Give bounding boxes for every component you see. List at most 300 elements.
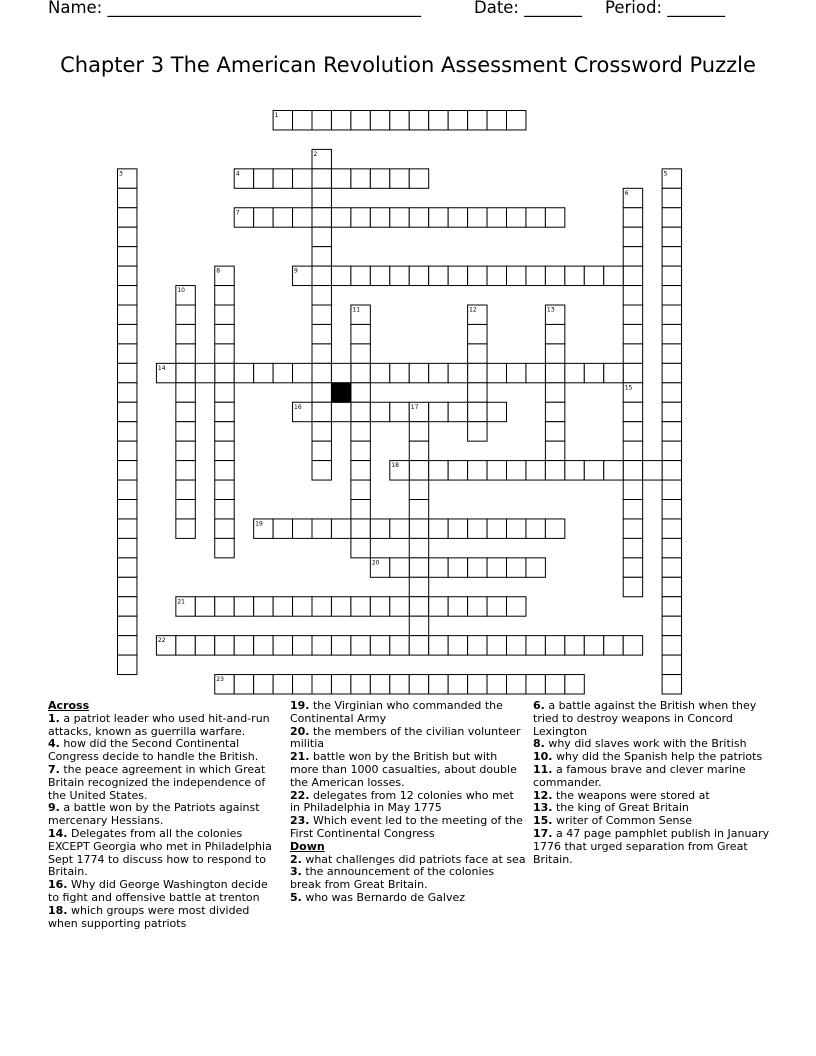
grid-cell[interactable] — [662, 363, 681, 382]
grid-cell[interactable] — [118, 305, 137, 324]
grid-cell[interactable] — [409, 208, 428, 227]
grid-cell[interactable] — [176, 461, 195, 480]
grid-cell[interactable] — [215, 383, 234, 402]
grid-cell[interactable] — [429, 363, 448, 382]
grid-cell[interactable] — [662, 324, 681, 343]
grid-cell[interactable] — [312, 247, 331, 266]
grid-cell[interactable] — [351, 169, 370, 188]
grid-cell[interactable] — [409, 480, 428, 499]
grid-cell[interactable] — [331, 675, 350, 694]
grid-cell[interactable] — [507, 363, 526, 382]
grid-cell[interactable] — [118, 636, 137, 655]
grid-cell[interactable] — [390, 558, 409, 577]
grid-cell[interactable] — [118, 324, 137, 343]
grid-cell[interactable] — [195, 363, 214, 382]
grid-cell[interactable] — [448, 461, 467, 480]
grid-cell[interactable] — [662, 266, 681, 285]
grid-cell[interactable] — [215, 597, 234, 616]
grid-cell[interactable] — [662, 616, 681, 635]
grid-cell[interactable] — [312, 266, 331, 285]
grid-cell[interactable] — [351, 422, 370, 441]
grid-cell[interactable] — [468, 324, 487, 343]
grid-cell[interactable] — [409, 266, 428, 285]
grid-cell[interactable] — [176, 441, 195, 460]
grid-cell[interactable] — [176, 344, 195, 363]
grid-cell[interactable] — [623, 324, 642, 343]
grid-cell[interactable] — [390, 111, 409, 130]
grid-cell[interactable] — [565, 461, 584, 480]
grid-cell[interactable] — [409, 577, 428, 596]
grid-cell[interactable] — [118, 538, 137, 557]
grid-cell[interactable] — [526, 675, 545, 694]
grid-cell[interactable] — [351, 111, 370, 130]
grid-cell[interactable] — [312, 402, 331, 421]
grid-cell[interactable] — [370, 266, 389, 285]
grid-cell[interactable] — [565, 363, 584, 382]
grid-cell[interactable] — [468, 383, 487, 402]
grid-cell[interactable] — [215, 305, 234, 324]
grid-cell[interactable] — [331, 111, 350, 130]
grid-cell[interactable] — [468, 597, 487, 616]
grid-cell[interactable] — [273, 636, 292, 655]
grid-cell[interactable] — [409, 441, 428, 460]
grid-cell[interactable] — [254, 597, 273, 616]
grid-cell[interactable] — [662, 383, 681, 402]
grid-cell[interactable] — [215, 286, 234, 305]
grid-cell[interactable] — [331, 266, 350, 285]
grid-cell[interactable] — [662, 500, 681, 519]
grid-cell[interactable] — [623, 208, 642, 227]
grid-cell[interactable] — [448, 208, 467, 227]
grid-cell[interactable] — [623, 227, 642, 246]
grid-cell[interactable] — [584, 266, 603, 285]
grid-cell[interactable] — [273, 519, 292, 538]
grid-cell[interactable] — [545, 363, 564, 382]
grid-cell[interactable] — [623, 344, 642, 363]
grid-cell[interactable] — [487, 636, 506, 655]
grid-cell[interactable] — [351, 441, 370, 460]
grid-cell[interactable] — [623, 519, 642, 538]
grid-cell[interactable] — [429, 597, 448, 616]
grid-cell[interactable] — [118, 422, 137, 441]
grid-cell[interactable] — [623, 538, 642, 557]
grid-cell[interactable] — [312, 383, 331, 402]
grid-cell[interactable] — [662, 461, 681, 480]
grid-cell[interactable] — [565, 636, 584, 655]
grid-cell[interactable] — [662, 538, 681, 557]
grid-cell[interactable] — [468, 636, 487, 655]
grid-cell[interactable] — [293, 363, 312, 382]
grid-cell[interactable] — [118, 441, 137, 460]
grid-cell[interactable] — [545, 266, 564, 285]
grid-cell[interactable] — [312, 169, 331, 188]
grid-cell[interactable] — [118, 616, 137, 635]
grid-cell[interactable] — [409, 422, 428, 441]
grid-cell[interactable] — [312, 422, 331, 441]
grid-cell[interactable] — [370, 111, 389, 130]
grid-cell[interactable] — [254, 636, 273, 655]
grid-cell[interactable] — [662, 636, 681, 655]
grid-cell[interactable] — [390, 519, 409, 538]
grid-cell[interactable] — [662, 305, 681, 324]
grid-cell[interactable] — [215, 363, 234, 382]
grid-cell[interactable] — [487, 519, 506, 538]
grid-cell[interactable] — [604, 461, 623, 480]
grid-cell[interactable] — [312, 519, 331, 538]
grid-cell[interactable] — [215, 344, 234, 363]
grid-cell[interactable] — [604, 363, 623, 382]
grid-cell[interactable] — [429, 636, 448, 655]
grid-cell[interactable] — [351, 402, 370, 421]
grid-cell[interactable] — [312, 461, 331, 480]
grid-cell[interactable] — [118, 597, 137, 616]
grid-cell[interactable] — [662, 286, 681, 305]
grid-cell[interactable] — [351, 266, 370, 285]
grid-cell[interactable] — [623, 402, 642, 421]
grid-cell[interactable] — [487, 402, 506, 421]
grid-cell[interactable] — [118, 363, 137, 382]
grid-cell[interactable] — [118, 247, 137, 266]
grid-cell[interactable] — [448, 597, 467, 616]
grid-cell[interactable] — [545, 675, 564, 694]
grid-cell[interactable] — [468, 344, 487, 363]
grid-cell[interactable] — [118, 519, 137, 538]
grid-cell[interactable] — [662, 344, 681, 363]
grid-cell[interactable] — [526, 636, 545, 655]
grid-cell[interactable] — [468, 111, 487, 130]
grid-cell[interactable] — [662, 597, 681, 616]
grid-cell[interactable] — [370, 675, 389, 694]
grid-cell[interactable] — [545, 519, 564, 538]
grid-cell[interactable] — [215, 461, 234, 480]
grid-cell[interactable] — [545, 441, 564, 460]
grid-cell[interactable] — [409, 558, 428, 577]
grid-cell[interactable] — [507, 519, 526, 538]
grid-cell[interactable] — [370, 208, 389, 227]
grid-cell[interactable] — [293, 208, 312, 227]
grid-cell[interactable] — [429, 675, 448, 694]
grid-cell[interactable] — [623, 636, 642, 655]
grid-cell[interactable] — [623, 363, 642, 382]
grid-cell[interactable] — [468, 402, 487, 421]
grid-cell[interactable] — [487, 558, 506, 577]
grid-cell[interactable] — [331, 169, 350, 188]
grid-cell[interactable] — [623, 441, 642, 460]
grid-cell[interactable] — [487, 111, 506, 130]
grid-cell[interactable] — [623, 266, 642, 285]
grid-cell[interactable] — [487, 461, 506, 480]
grid-cell[interactable] — [662, 208, 681, 227]
grid-cell[interactable] — [118, 577, 137, 596]
grid-cell[interactable] — [118, 227, 137, 246]
grid-cell[interactable] — [118, 286, 137, 305]
grid-cell[interactable] — [448, 266, 467, 285]
grid-cell[interactable] — [273, 597, 292, 616]
grid-cell[interactable] — [429, 461, 448, 480]
grid-cell[interactable] — [118, 208, 137, 227]
grid-cell[interactable] — [254, 169, 273, 188]
grid-cell[interactable] — [409, 616, 428, 635]
grid-cell[interactable] — [215, 538, 234, 557]
grid-cell[interactable] — [118, 500, 137, 519]
grid-cell[interactable] — [312, 344, 331, 363]
grid-cell[interactable] — [273, 169, 292, 188]
grid-cell[interactable] — [176, 500, 195, 519]
grid-cell[interactable] — [312, 636, 331, 655]
grid-cell[interactable] — [507, 675, 526, 694]
grid-cell[interactable] — [507, 208, 526, 227]
grid-cell[interactable] — [215, 519, 234, 538]
grid-cell[interactable] — [429, 402, 448, 421]
grid-cell[interactable] — [176, 363, 195, 382]
grid-cell[interactable] — [195, 597, 214, 616]
grid-cell[interactable] — [312, 441, 331, 460]
grid-cell[interactable] — [409, 111, 428, 130]
grid-cell[interactable] — [312, 363, 331, 382]
grid-cell[interactable] — [545, 461, 564, 480]
grid-cell[interactable] — [312, 111, 331, 130]
grid-cell[interactable] — [409, 169, 428, 188]
grid-cell[interactable] — [331, 597, 350, 616]
grid-cell[interactable] — [370, 363, 389, 382]
grid-cell[interactable] — [351, 344, 370, 363]
grid-cell[interactable] — [390, 402, 409, 421]
grid-cell[interactable] — [565, 266, 584, 285]
grid-cell[interactable] — [526, 208, 545, 227]
grid-cell[interactable] — [526, 363, 545, 382]
grid-cell[interactable] — [273, 675, 292, 694]
grid-cell[interactable] — [507, 111, 526, 130]
grid-cell[interactable] — [351, 461, 370, 480]
grid-cell[interactable] — [448, 363, 467, 382]
grid-cell[interactable] — [623, 461, 642, 480]
grid-cell[interactable] — [215, 636, 234, 655]
grid-cell[interactable] — [351, 636, 370, 655]
grid-cell[interactable] — [331, 402, 350, 421]
grid-cell[interactable] — [351, 383, 370, 402]
grid-cell[interactable] — [526, 266, 545, 285]
grid-cell[interactable] — [468, 519, 487, 538]
grid-cell[interactable] — [293, 111, 312, 130]
grid-cell[interactable] — [390, 208, 409, 227]
grid-cell[interactable] — [662, 577, 681, 596]
grid-cell[interactable] — [409, 500, 428, 519]
grid-cell[interactable] — [118, 558, 137, 577]
grid-cell[interactable] — [526, 519, 545, 538]
grid-cell[interactable] — [662, 188, 681, 207]
grid-cell[interactable] — [293, 169, 312, 188]
grid-cell[interactable] — [176, 480, 195, 499]
grid-cell[interactable] — [234, 636, 253, 655]
grid-cell[interactable] — [662, 227, 681, 246]
grid-cell[interactable] — [312, 597, 331, 616]
grid-cell[interactable] — [662, 247, 681, 266]
grid-cell[interactable] — [118, 266, 137, 285]
grid-cell[interactable] — [234, 675, 253, 694]
grid-cell[interactable] — [409, 461, 428, 480]
grid-cell[interactable] — [604, 266, 623, 285]
grid-cell[interactable] — [351, 208, 370, 227]
grid-cell[interactable] — [215, 480, 234, 499]
grid-cell[interactable] — [312, 208, 331, 227]
grid-cell[interactable] — [662, 422, 681, 441]
grid-cell[interactable] — [351, 324, 370, 343]
grid-cell[interactable] — [254, 675, 273, 694]
grid-cell[interactable] — [487, 363, 506, 382]
grid-cell[interactable] — [234, 363, 253, 382]
grid-cell[interactable] — [429, 519, 448, 538]
grid-cell[interactable] — [468, 208, 487, 227]
grid-cell[interactable] — [662, 441, 681, 460]
grid-cell[interactable] — [468, 675, 487, 694]
grid-cell[interactable] — [448, 675, 467, 694]
grid-cell[interactable] — [293, 519, 312, 538]
grid-cell[interactable] — [448, 111, 467, 130]
grid-cell[interactable] — [565, 675, 584, 694]
grid-cell[interactable] — [312, 324, 331, 343]
grid-cell[interactable] — [370, 169, 389, 188]
grid-cell[interactable] — [176, 402, 195, 421]
grid-cell[interactable] — [662, 558, 681, 577]
grid-cell[interactable] — [176, 636, 195, 655]
grid-cell[interactable] — [623, 305, 642, 324]
grid-cell[interactable] — [662, 519, 681, 538]
grid-cell[interactable] — [487, 208, 506, 227]
grid-cell[interactable] — [351, 480, 370, 499]
grid-cell[interactable] — [623, 500, 642, 519]
grid-cell[interactable] — [507, 266, 526, 285]
grid-cell[interactable] — [487, 266, 506, 285]
grid-cell[interactable] — [662, 655, 681, 674]
grid-cell[interactable] — [370, 402, 389, 421]
grid-cell[interactable] — [215, 441, 234, 460]
grid-cell[interactable] — [545, 402, 564, 421]
grid-cell[interactable] — [623, 286, 642, 305]
grid-cell[interactable] — [312, 305, 331, 324]
grid-cell[interactable] — [176, 422, 195, 441]
grid-cell[interactable] — [234, 597, 253, 616]
grid-cell[interactable] — [409, 538, 428, 557]
grid-cell[interactable] — [370, 597, 389, 616]
grid-cell[interactable] — [118, 344, 137, 363]
grid-cell[interactable] — [468, 461, 487, 480]
grid-cell[interactable] — [176, 519, 195, 538]
grid-cell[interactable] — [409, 636, 428, 655]
grid-cell[interactable] — [448, 636, 467, 655]
grid-cell[interactable] — [390, 636, 409, 655]
grid-cell[interactable] — [351, 363, 370, 382]
grid-cell[interactable] — [409, 519, 428, 538]
grid-cell[interactable] — [487, 597, 506, 616]
grid-cell[interactable] — [215, 324, 234, 343]
grid-cell[interactable] — [487, 675, 506, 694]
grid-cell[interactable] — [662, 480, 681, 499]
grid-cell[interactable] — [293, 597, 312, 616]
grid-cell[interactable] — [545, 344, 564, 363]
grid-cell[interactable] — [331, 519, 350, 538]
grid-cell[interactable] — [312, 188, 331, 207]
grid-cell[interactable] — [118, 188, 137, 207]
grid-cell[interactable] — [118, 480, 137, 499]
grid-cell[interactable] — [331, 363, 350, 382]
grid-cell[interactable] — [312, 675, 331, 694]
grid-cell[interactable] — [312, 227, 331, 246]
grid-cell[interactable] — [390, 597, 409, 616]
grid-cell[interactable] — [273, 363, 292, 382]
grid-cell[interactable] — [312, 286, 331, 305]
grid-cell[interactable] — [623, 247, 642, 266]
grid-cell[interactable] — [118, 383, 137, 402]
grid-cell[interactable] — [215, 402, 234, 421]
grid-cell[interactable] — [623, 480, 642, 499]
grid-cell[interactable] — [448, 402, 467, 421]
grid-cell[interactable] — [623, 422, 642, 441]
grid-cell[interactable] — [448, 519, 467, 538]
grid-cell[interactable] — [331, 208, 350, 227]
grid-cell[interactable] — [448, 558, 467, 577]
grid-cell[interactable] — [215, 500, 234, 519]
grid-cell[interactable] — [545, 208, 564, 227]
grid-cell[interactable] — [351, 597, 370, 616]
grid-cell[interactable] — [254, 208, 273, 227]
grid-cell[interactable] — [176, 383, 195, 402]
grid-cell[interactable] — [526, 461, 545, 480]
grid-cell[interactable] — [643, 461, 662, 480]
grid-cell[interactable] — [545, 422, 564, 441]
grid-cell[interactable] — [370, 519, 389, 538]
grid-cell[interactable] — [351, 675, 370, 694]
grid-cell[interactable] — [390, 266, 409, 285]
grid-cell[interactable] — [584, 461, 603, 480]
grid-cell[interactable] — [604, 636, 623, 655]
grid-cell[interactable] — [468, 363, 487, 382]
grid-cell[interactable] — [662, 675, 681, 694]
grid-cell[interactable] — [351, 538, 370, 557]
grid-cell[interactable] — [507, 597, 526, 616]
grid-cell[interactable] — [215, 422, 234, 441]
grid-cell[interactable] — [429, 111, 448, 130]
grid-cell[interactable] — [662, 402, 681, 421]
grid-cell[interactable] — [409, 675, 428, 694]
grid-cell[interactable] — [545, 383, 564, 402]
grid-cell[interactable] — [429, 558, 448, 577]
grid-cell[interactable] — [468, 558, 487, 577]
grid-cell[interactable] — [429, 266, 448, 285]
grid-cell[interactable] — [176, 324, 195, 343]
grid-cell[interactable] — [468, 422, 487, 441]
grid-cell[interactable] — [468, 266, 487, 285]
grid-cell[interactable] — [584, 636, 603, 655]
grid-cell[interactable] — [623, 558, 642, 577]
grid-cell[interactable] — [293, 636, 312, 655]
grid-cell[interactable] — [409, 597, 428, 616]
grid-cell[interactable] — [507, 636, 526, 655]
grid-cell[interactable] — [390, 675, 409, 694]
grid-cell[interactable] — [390, 363, 409, 382]
grid-cell[interactable] — [118, 655, 137, 674]
grid-cell[interactable] — [351, 519, 370, 538]
grid-cell[interactable] — [526, 558, 545, 577]
grid-cell[interactable] — [390, 169, 409, 188]
grid-cell[interactable] — [409, 363, 428, 382]
grid-cell[interactable] — [118, 402, 137, 421]
grid-cell[interactable] — [507, 558, 526, 577]
grid-cell[interactable] — [584, 363, 603, 382]
grid-cell[interactable] — [273, 208, 292, 227]
grid-cell[interactable] — [370, 636, 389, 655]
grid-cell[interactable] — [545, 324, 564, 343]
grid-cell[interactable] — [293, 675, 312, 694]
